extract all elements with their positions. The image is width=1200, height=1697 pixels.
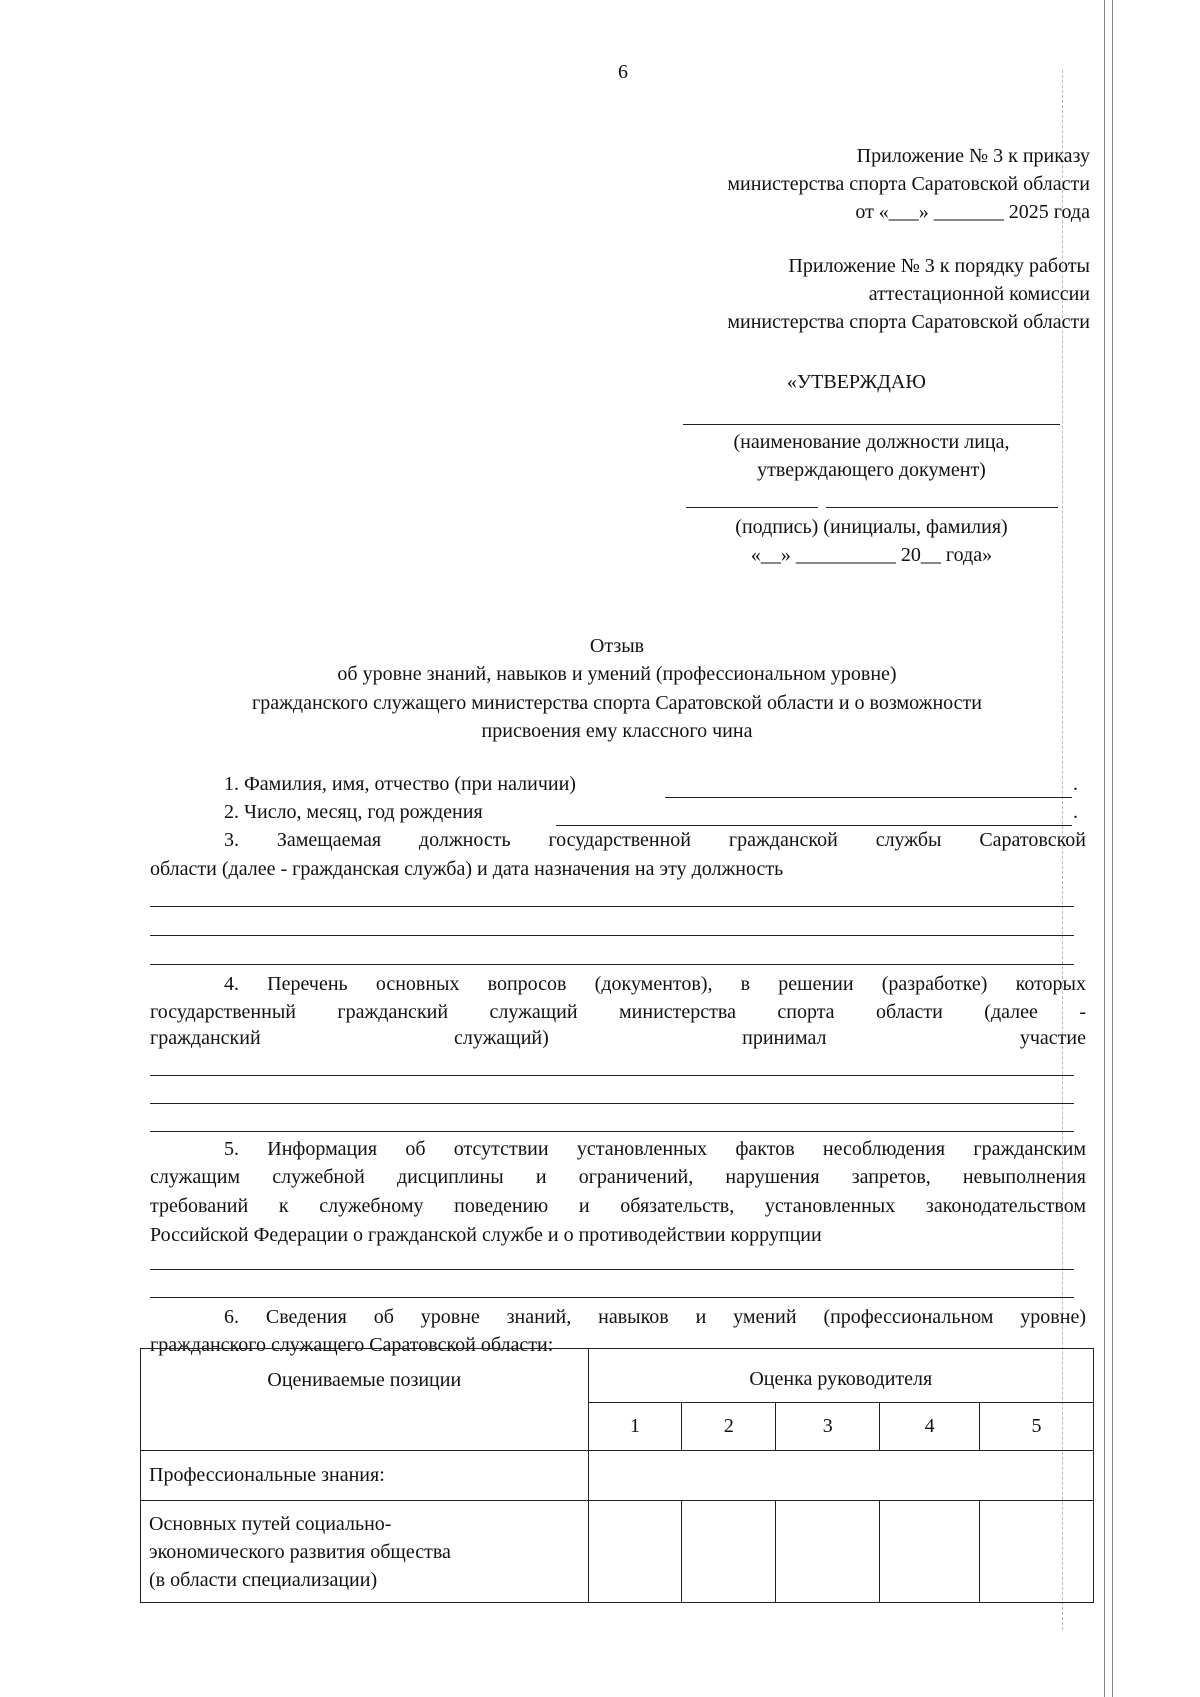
score-cell-1[interactable] bbox=[588, 1501, 682, 1603]
page-edge-line bbox=[1104, 0, 1105, 1697]
appendix-order-line: Приложение № 3 к приказу bbox=[856, 145, 1090, 167]
birth-date-field[interactable] bbox=[556, 825, 1072, 826]
appendix-procedure-line: министерства спорта Саратовской области bbox=[727, 311, 1090, 333]
name-line bbox=[826, 507, 1058, 508]
item-2-label: 2. Число, месяц, год рождения bbox=[224, 801, 483, 823]
criterion-label-cell bbox=[141, 1501, 589, 1603]
section-row-label bbox=[141, 1451, 589, 1501]
item-1-period: . bbox=[1073, 773, 1078, 795]
score-header-3: 3 bbox=[776, 1403, 880, 1451]
item-6-line: 6. Сведения об уровне знаний, навыков и умений (профессиональном уровне) bbox=[224, 1306, 1086, 1328]
page-edge-line bbox=[1112, 0, 1113, 1697]
signature-caption: (подпись) (инициалы, фамилия) bbox=[735, 516, 1008, 538]
evaluation-table bbox=[140, 1348, 1094, 1603]
item-3-answer-line[interactable] bbox=[150, 906, 1074, 907]
appendix-order-line: министерства спорта Саратовской области bbox=[727, 173, 1090, 195]
item-4-line: государственный гражданский служащий министерства спорта области (далее - bbox=[150, 1001, 1086, 1023]
title-line: Отзыв bbox=[589, 635, 645, 657]
score-cell-3[interactable] bbox=[776, 1501, 880, 1603]
item-3-line: области (далее - гражданская служба) и дата назначения на эту должность bbox=[150, 858, 784, 880]
title-line: об уровне знаний, навыков и умений (профессиональном уровне) bbox=[337, 663, 897, 685]
item-3-line: 3. Замещаемая должность государственной гражданской службы Саратовской bbox=[224, 829, 1086, 851]
positions-header-cell bbox=[141, 1349, 589, 1451]
item-4-answer-line[interactable] bbox=[150, 1075, 1074, 1076]
item-2-period: . bbox=[1073, 801, 1078, 823]
item-4-line: 4. Перечень основных вопросов (документов), в решении (разработке) которых bbox=[224, 973, 1086, 995]
score-header-2: 2 bbox=[682, 1403, 776, 1451]
appendix-procedure-line: аттестационной комиссии bbox=[868, 283, 1090, 305]
title-line: гражданского служащего министерства спорта Саратовской области и о возможности bbox=[252, 692, 982, 714]
criterion-line: Основных путей социально- bbox=[149, 1512, 392, 1535]
page-number: 6 bbox=[618, 61, 628, 83]
item-3-answer-line[interactable] bbox=[150, 964, 1074, 965]
item-5-line: Российской Федерации о гражданской службе и о противодействии коррупции bbox=[150, 1224, 822, 1246]
position-caption: утверждающего документ) bbox=[757, 459, 986, 481]
approval-title: «УТВЕРЖДАЮ bbox=[787, 371, 926, 393]
rating-header: Оценка руководителя bbox=[749, 1368, 933, 1390]
full-name-field[interactable] bbox=[665, 797, 1072, 798]
rating-header-cell bbox=[588, 1349, 1093, 1403]
score-cell-2[interactable] bbox=[682, 1501, 776, 1603]
approval-date: «__» __________ 20__ года» bbox=[750, 544, 993, 566]
appendix-order-date: от «___» _______ 2025 года bbox=[855, 201, 1090, 223]
item-4-line: гражданский служащий) принимал участие bbox=[150, 1027, 1086, 1049]
item-1-label: 1. Фамилия, имя, отчество (при наличии) bbox=[224, 773, 576, 795]
item-5-line: требований к служебному поведению и обязательств, установленных законодательством bbox=[150, 1195, 1086, 1217]
item-5-line: служащим служебной дисциплины и ограничений, нарушения запретов, невыполнения bbox=[150, 1166, 1086, 1188]
item-5-answer-line[interactable] bbox=[150, 1269, 1074, 1270]
item-5-answer-line[interactable] bbox=[150, 1297, 1074, 1298]
score-cell-4[interactable] bbox=[880, 1501, 980, 1603]
appendix-procedure-line: Приложение № 3 к порядку работы bbox=[788, 255, 1090, 277]
score-cell-5[interactable] bbox=[980, 1501, 1094, 1603]
position-caption: (наименование должности лица, bbox=[733, 431, 1010, 453]
item-5-line: 5. Информация об отсутствии установленных фактов несоблюдения гражданским bbox=[224, 1138, 1086, 1160]
score-header-1: 1 bbox=[588, 1403, 682, 1451]
item-4-answer-line[interactable] bbox=[150, 1131, 1074, 1132]
signature-line bbox=[686, 507, 818, 508]
section-professional-knowledge: Профессиональные знания: bbox=[149, 1464, 385, 1486]
score-header-5: 5 bbox=[980, 1403, 1094, 1451]
section-row-blank bbox=[588, 1451, 1093, 1501]
item-4-answer-line[interactable] bbox=[150, 1103, 1074, 1104]
criterion-line: экономического развития общества bbox=[149, 1540, 451, 1563]
item-6-line: гражданского служащего Саратовской области: bbox=[150, 1334, 554, 1356]
criterion-line: (в области специализации) bbox=[149, 1568, 378, 1591]
item-3-answer-line[interactable] bbox=[150, 935, 1074, 936]
title-line: присвоения ему классного чина bbox=[481, 720, 753, 742]
position-line bbox=[683, 424, 1060, 425]
positions-header: Оцениваемые позиции bbox=[267, 1369, 462, 1391]
score-header-4: 4 bbox=[880, 1403, 980, 1451]
